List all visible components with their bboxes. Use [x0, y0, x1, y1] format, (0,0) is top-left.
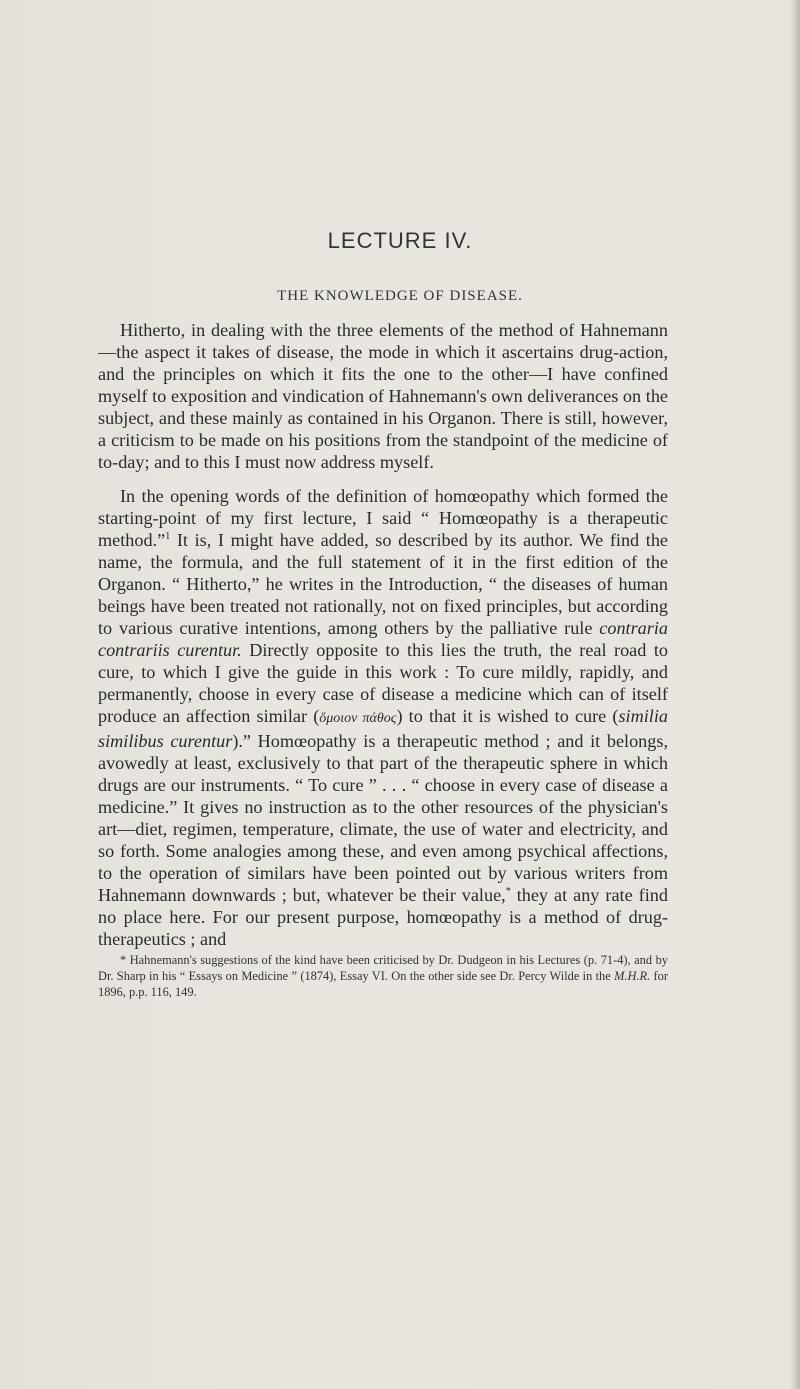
footnote-ref-1: 1 — [165, 530, 171, 542]
p2-text-d: ) to that it is wished to cure ( — [396, 706, 619, 726]
greek-phrase: ὅμοιον πάθος — [319, 711, 397, 726]
footnote-text — [98, 952, 668, 1000]
p2-text-b: It is, I might have added, so described by its author. We find the name, the formula, and the full statement of it in the first edition of the Organon. “ Hitherto,” he writes in the Introduction, “ the diseases of human beings have been treated not rationally, not on fixed principles, but according to various curative intentions, among others by the palliative rule — [98, 530, 668, 638]
footnote-text-a: * Hahnemann's suggestions of the kind have been criticised by Dr. Dudgeon in his Lectures (p. 71-4), and by Dr. Sharp in his “ Essays on Medicine ” (1874), Essay VI. On the other side see Dr. Percy Wilde in the — [98, 953, 668, 983]
p2-text-e: ).” Homœopathy is a therapeutic method ; and it belongs, avowedly at least, exclusively to that part of the therapeutic sphere in which drugs are our instruments. “ To cure ” . . . “ choose in every case of disease a medicine.” It gives no instruction as to the other resources of the physician's art—diet, regimen, temperature, climate, the use of water and electricity, and so forth. Some analogies among these, and even among psychical affections, to the operation of similars have been pointed out by various writers from Hahnemann downwards ; but, whatever be their value, — [98, 731, 668, 905]
footnote-journal: M.H.R. — [614, 969, 651, 983]
page-edge-shadow — [790, 0, 800, 1389]
latin-phrase-contraria: contraria contrariis curentur. — [98, 618, 668, 660]
p2-text-f: they at any rate find no place here. For our present purpose, homœopathy is a method of drug-therapeutics ; and — [98, 885, 668, 949]
body-text — [98, 319, 668, 1000]
lecture-title: LECTURE IV. — [327, 228, 473, 253]
p2-text-c: Directly opposite to this lies the truth, the real road to cure, to which I give the guide in this work : To cure mildly, rapidly, and permanently, choose in every case of disease a medicine which can of itself produce an affection similar ( — [98, 640, 668, 726]
section-title: THE KNOWLEDGE OF DISEASE. — [277, 288, 523, 304]
footnote-ref-star: * — [505, 885, 511, 897]
p2-text-a: In the opening words of the definition of homœopathy which formed the starting-point of my first lecture, I said “ Homœopathy is a therapeutic method.” — [98, 486, 668, 550]
latin-phrase-similia: similia similibus curentur — [98, 706, 668, 751]
footnote-text-b: for 1896, p.p. 116, 149. — [98, 969, 669, 999]
paragraph-2 — [98, 485, 668, 950]
paragraph-1: Hitherto, in dealing with the three elements of the method of Hahnemann—the aspect it takes of disease, the mode in which it ascertains drug-action, and the principles on which it fits the one to the other—I have confined myself to exposition and vindication of Hahnemann's own deliverances on the subject, and these mainly as contained in his Organon. There is still, however, a criticism to be made on his positions from the standpoint of the medicine of to-day; and to this I must now address myself. — [98, 320, 668, 472]
footnote — [98, 952, 668, 1000]
